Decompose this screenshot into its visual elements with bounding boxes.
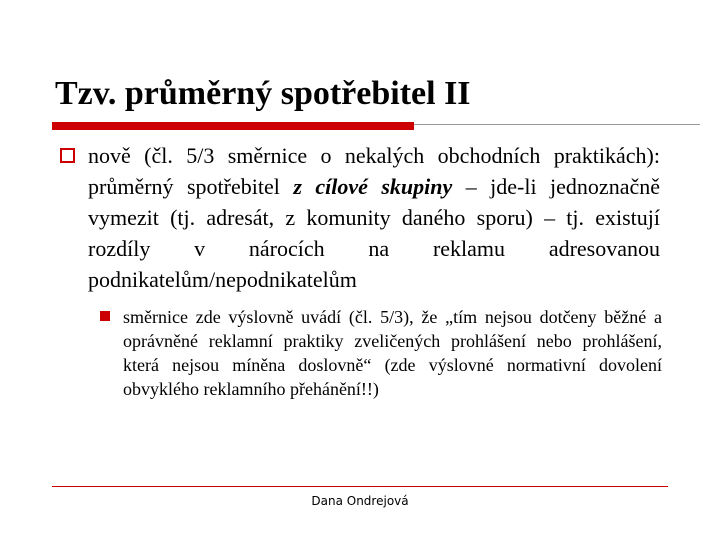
title-accent-bar bbox=[52, 122, 414, 130]
bullet-emphasis: z cílové skupiny bbox=[293, 174, 453, 199]
hollow-square-bullet-icon bbox=[60, 148, 75, 163]
bullet-item bbox=[60, 140, 660, 295]
bullet-text bbox=[88, 140, 660, 295]
bullet-text-part2: – jde-li jednoznačně vymezit (tj. adresát, z komunity daného sporu) – tj. existují rozdíly v nárocích na reklamu adresovanou podnikatelům/nepodnikatelům bbox=[88, 174, 660, 292]
filled-square-bullet-icon bbox=[100, 311, 110, 321]
slide-title: Tzv. průměrný spotřebitel II bbox=[55, 75, 471, 112]
footer-divider bbox=[52, 486, 668, 487]
sub-bullet-item bbox=[100, 305, 662, 401]
sub-bullet-text: směrnice zde výslovně uvádí (čl. 5/3), že „tím nejsou dotčeny běžné a oprávněné reklamní praktiky zveličených prohlášení nebo prohlášení, která nejsou míněna doslovně“ (zde výslovné normativní dovolení obvyklého reklamního přehánění!!) bbox=[123, 307, 662, 399]
footer-author: Dana Ondrejová bbox=[311, 494, 409, 508]
bullet-text-part1: nově (čl. 5/3 směrnice o nekalých obchodních praktikách): průměrný spotřebitel bbox=[88, 143, 660, 199]
